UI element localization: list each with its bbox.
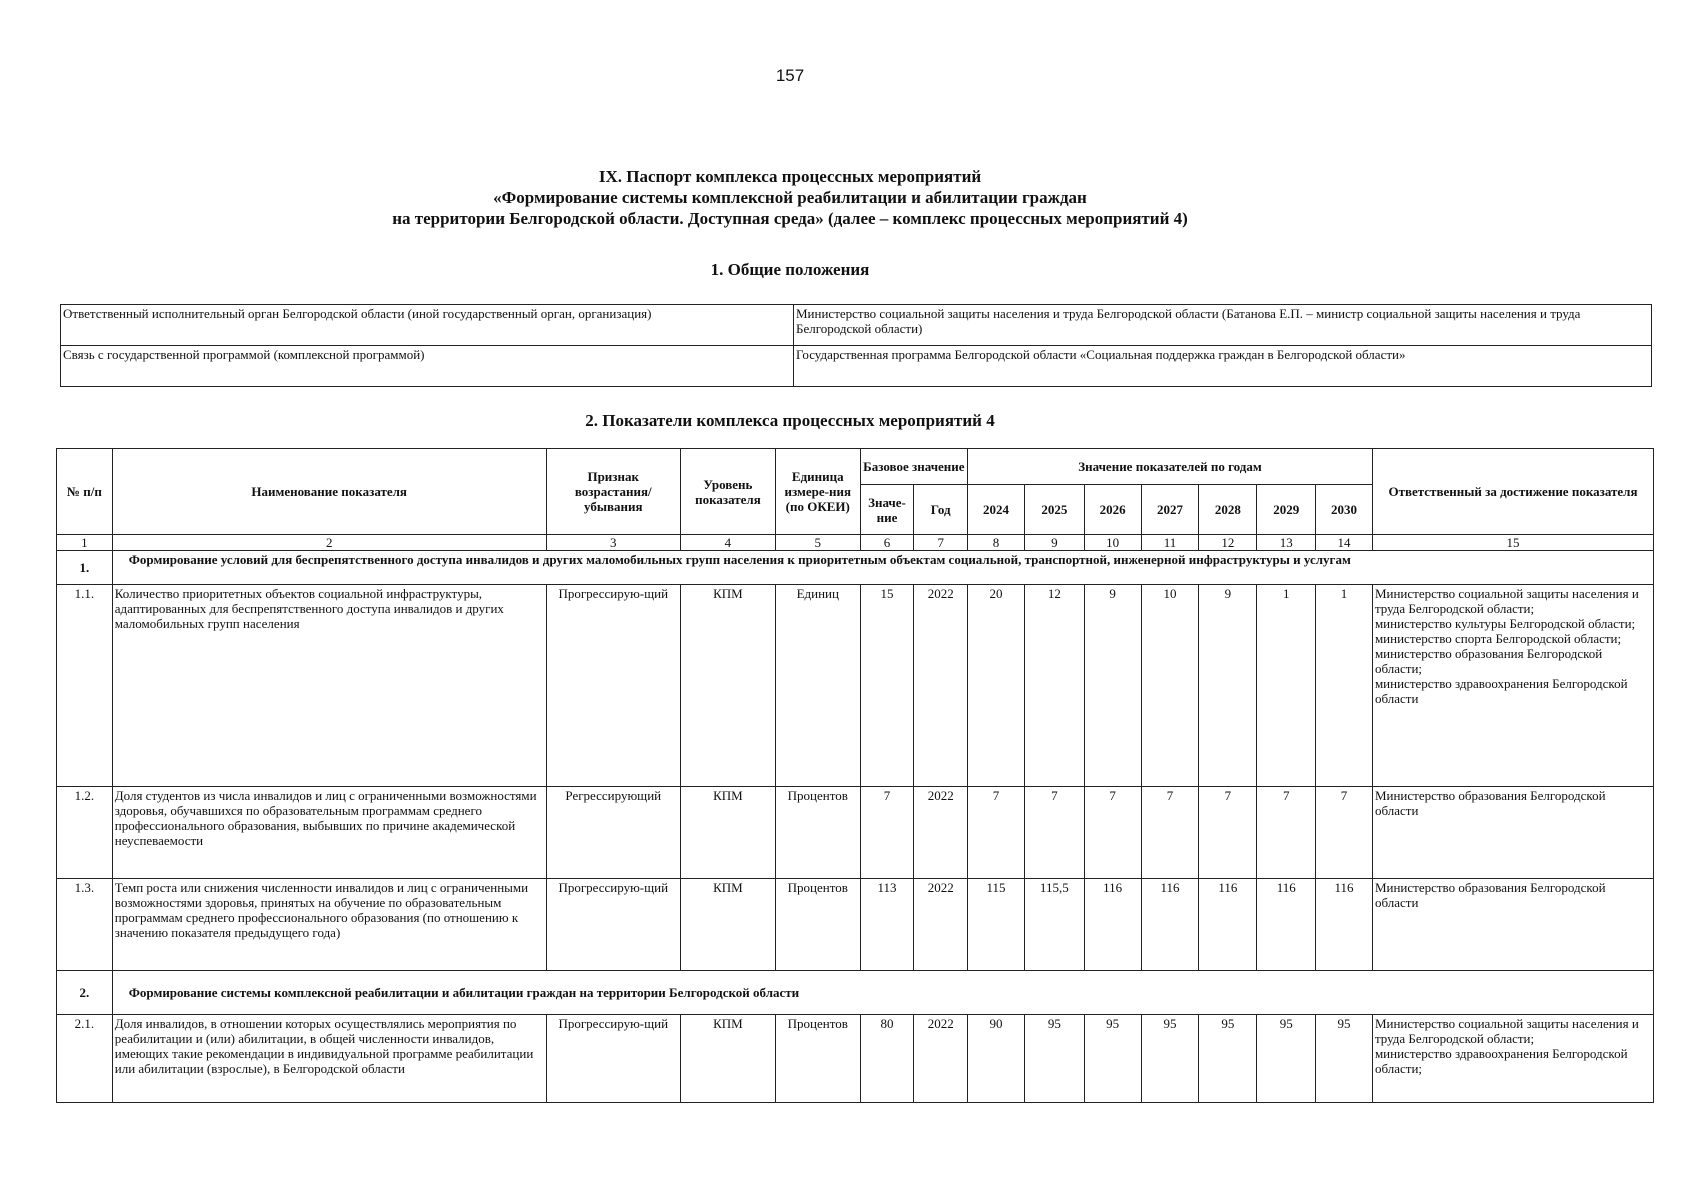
responsible-line: министерство образования Белгородской области; (1374, 646, 1603, 676)
header-year: 2024 (968, 485, 1025, 535)
responsible-line: министерство культуры Белгородской области; (1374, 616, 1636, 631)
document-title (0, 166, 1580, 229)
section-number: 2. (57, 971, 113, 1015)
year-value: 115,5 (1024, 879, 1084, 971)
indicator-number: 1.2. (57, 787, 113, 879)
column-number: 15 (1372, 535, 1653, 551)
indicator-unit: Процентов (775, 787, 860, 879)
general-provisions-table (60, 304, 1652, 387)
header-year: 2030 (1316, 485, 1373, 535)
section-title: Формирование условий для беспрепятственного доступа инвалидов и других маломобильных групп населения к приоритетным объектам социальной, транспортной, инженерной инфраструктуры и услугам (112, 551, 1653, 585)
base-value: 7 (860, 787, 914, 879)
indicator-name: Темп роста или снижения численности инвалидов и лиц с ограниченными возможностями здоровья, принятых на обучение по образовательным программам среднего профессионального образования (по отношению к значению показателя предыдущего года) (112, 879, 546, 971)
column-number: 7 (914, 535, 968, 551)
indicator-name: Доля инвалидов, в отношении которых осуществлялись мероприятия по реабилитации и (или) абилитации, в общей численности инвалидов, имеющих такие рекомендации в индивидуальной программе реабилитации или абилитации (взрослые), в Белгородской области (112, 1015, 546, 1103)
header-years-group: Значение показателей по годам (968, 449, 1373, 485)
year-value: 7 (968, 787, 1025, 879)
responsible-line: Министерство образования Белгородской области (1374, 788, 1606, 818)
base-year: 2022 (914, 879, 968, 971)
column-number: 5 (775, 535, 860, 551)
column-number: 9 (1024, 535, 1084, 551)
responsible-line: Министерство социальной защиты населения и труда Белгородской области; (1374, 1016, 1639, 1046)
section-number: 1. (57, 551, 113, 585)
column-number: 8 (968, 535, 1025, 551)
year-value: 116 (1316, 879, 1373, 971)
indicator-unit: Процентов (775, 1015, 860, 1103)
header-year: 2029 (1257, 485, 1316, 535)
base-value: 80 (860, 1015, 914, 1103)
indicator-row (57, 879, 1654, 971)
indicator-level: КПМ (680, 879, 775, 971)
indicators-table (56, 448, 1654, 1103)
header-unit: Единица измере-ния (по ОКЕИ) (775, 449, 860, 535)
year-value: 7 (1199, 787, 1257, 879)
base-year: 2022 (914, 787, 968, 879)
column-number: 13 (1257, 535, 1316, 551)
column-number: 10 (1084, 535, 1141, 551)
indicator-responsible (1372, 585, 1653, 787)
indicator-responsible (1372, 787, 1653, 879)
responsible-line: Министерство социальной защиты населения и труда Белгородской области; (1374, 586, 1639, 616)
general-value: Государственная программа Белгородской области «Социальная поддержка граждан в Белгородской области» (794, 346, 1652, 387)
base-year: 2022 (914, 585, 968, 787)
base-value: 15 (860, 585, 914, 787)
indicator-sign: Прогрессирую-щий (546, 879, 680, 971)
header-sign: Признак возрастания/ убывания (546, 449, 680, 535)
column-number: 14 (1316, 535, 1373, 551)
indicator-sign: Прогрессирую-щий (546, 585, 680, 787)
base-year: 2022 (914, 1015, 968, 1103)
header-year: 2025 (1024, 485, 1084, 535)
year-value: 7 (1257, 787, 1316, 879)
indicator-responsible (1372, 879, 1653, 971)
column-numbers-row (57, 535, 1654, 551)
header-year: 2028 (1199, 485, 1257, 535)
base-value: 113 (860, 879, 914, 971)
header-year: 2026 (1084, 485, 1141, 535)
indicator-row (57, 585, 1654, 787)
year-value: 12 (1024, 585, 1084, 787)
header-year: 2027 (1141, 485, 1199, 535)
year-value: 9 (1199, 585, 1257, 787)
year-value: 20 (968, 585, 1025, 787)
section-row (57, 551, 1654, 585)
indicator-row (57, 787, 1654, 879)
year-value: 9 (1084, 585, 1141, 787)
page-number: 157 (775, 66, 805, 85)
indicator-unit: Единиц (775, 585, 860, 787)
year-value: 115 (968, 879, 1025, 971)
responsible-line: министерство здравоохранения Белгородской области (1374, 676, 1628, 706)
header-level: Уровень показателя (680, 449, 775, 535)
responsible-line: министерство здравоохранения Белгородской области; (1374, 1046, 1628, 1076)
year-value: 95 (1257, 1015, 1316, 1103)
indicator-level: КПМ (680, 585, 775, 787)
year-value: 1 (1257, 585, 1316, 787)
general-label: Связь с государственной программой (комплексной программой) (61, 346, 794, 387)
column-number: 12 (1199, 535, 1257, 551)
year-value: 95 (1316, 1015, 1373, 1103)
section-title: Формирование системы комплексной реабилитации и абилитации граждан на территории Белгородской области (112, 971, 1653, 1015)
year-value: 116 (1141, 879, 1199, 971)
indicator-sign: Регрессирующий (546, 787, 680, 879)
year-value: 90 (968, 1015, 1025, 1103)
responsible-line: министерство спорта Белгородской области; (1374, 631, 1622, 646)
title-line-1: IX. Паспорт комплекса процессных мероприятий (598, 167, 982, 186)
indicator-sign: Прогрессирую-щий (546, 1015, 680, 1103)
column-number: 1 (57, 535, 113, 551)
indicator-level: КПМ (680, 1015, 775, 1103)
year-value: 10 (1141, 585, 1199, 787)
year-value: 1 (1316, 585, 1373, 787)
column-number: 6 (860, 535, 914, 551)
year-value: 95 (1141, 1015, 1199, 1103)
indicator-unit: Процентов (775, 879, 860, 971)
indicator-responsible (1372, 1015, 1653, 1103)
general-value: Министерство социальной защиты населения и труда Белгородской области (Батанова Е.П. – министр социальной защиты населения и труда Белгородской области) (794, 305, 1652, 346)
indicator-number: 2.1. (57, 1015, 113, 1103)
general-row-responsible (61, 305, 1652, 346)
indicator-number: 1.3. (57, 879, 113, 971)
column-number: 3 (546, 535, 680, 551)
year-value: 95 (1084, 1015, 1141, 1103)
title-line-2: «Формирование системы комплексной реабилитации и абилитации граждан (493, 188, 1087, 207)
title-line-3: на территории Белгородской области. Доступная среда» (далее – комплекс процессных мероприятий 4) (392, 209, 1188, 228)
general-row-program-link (61, 346, 1652, 387)
indicator-name: Количество приоритетных объектов социальной инфраструктуры, адаптированных для беспрепятственного доступа инвалидов и других маломобильных групп населения (112, 585, 546, 787)
header-name: Наименование показателя (112, 449, 546, 535)
indicator-name: Доля студентов из числа инвалидов и лиц с ограниченными возможностями здоровья, обучавшихся по образовательным программам среднего профессионального образования, выбывших по причине академической неуспеваемости (112, 787, 546, 879)
indicator-row (57, 1015, 1654, 1103)
column-number: 4 (680, 535, 775, 551)
general-label: Ответственный исполнительный орган Белгородской области (иной государственный орган, организация) (61, 305, 794, 346)
year-value: 116 (1257, 879, 1316, 971)
year-value: 116 (1199, 879, 1257, 971)
column-number: 2 (112, 535, 546, 551)
header-base: Базовое значение (860, 449, 967, 485)
year-value: 7 (1024, 787, 1084, 879)
column-number: 11 (1141, 535, 1199, 551)
year-value: 7 (1084, 787, 1141, 879)
section-1-heading: 1. Общие положения (710, 260, 870, 279)
header-responsible: Ответственный за достижение показателя (1372, 449, 1653, 535)
year-value: 7 (1141, 787, 1199, 879)
year-value: 95 (1024, 1015, 1084, 1103)
section-row (57, 971, 1654, 1015)
header-no: № п/п (57, 449, 113, 535)
year-value: 116 (1084, 879, 1141, 971)
indicator-level: КПМ (680, 787, 775, 879)
indicator-number: 1.1. (57, 585, 113, 787)
responsible-line: Министерство образования Белгородской области (1374, 880, 1606, 910)
header-base-year: Год (914, 485, 968, 535)
header-base-value: Значе-ние (860, 485, 914, 535)
year-value: 7 (1316, 787, 1373, 879)
year-value: 95 (1199, 1015, 1257, 1103)
section-2-heading: 2. Показатели комплекса процессных мероприятий 4 (585, 411, 995, 430)
